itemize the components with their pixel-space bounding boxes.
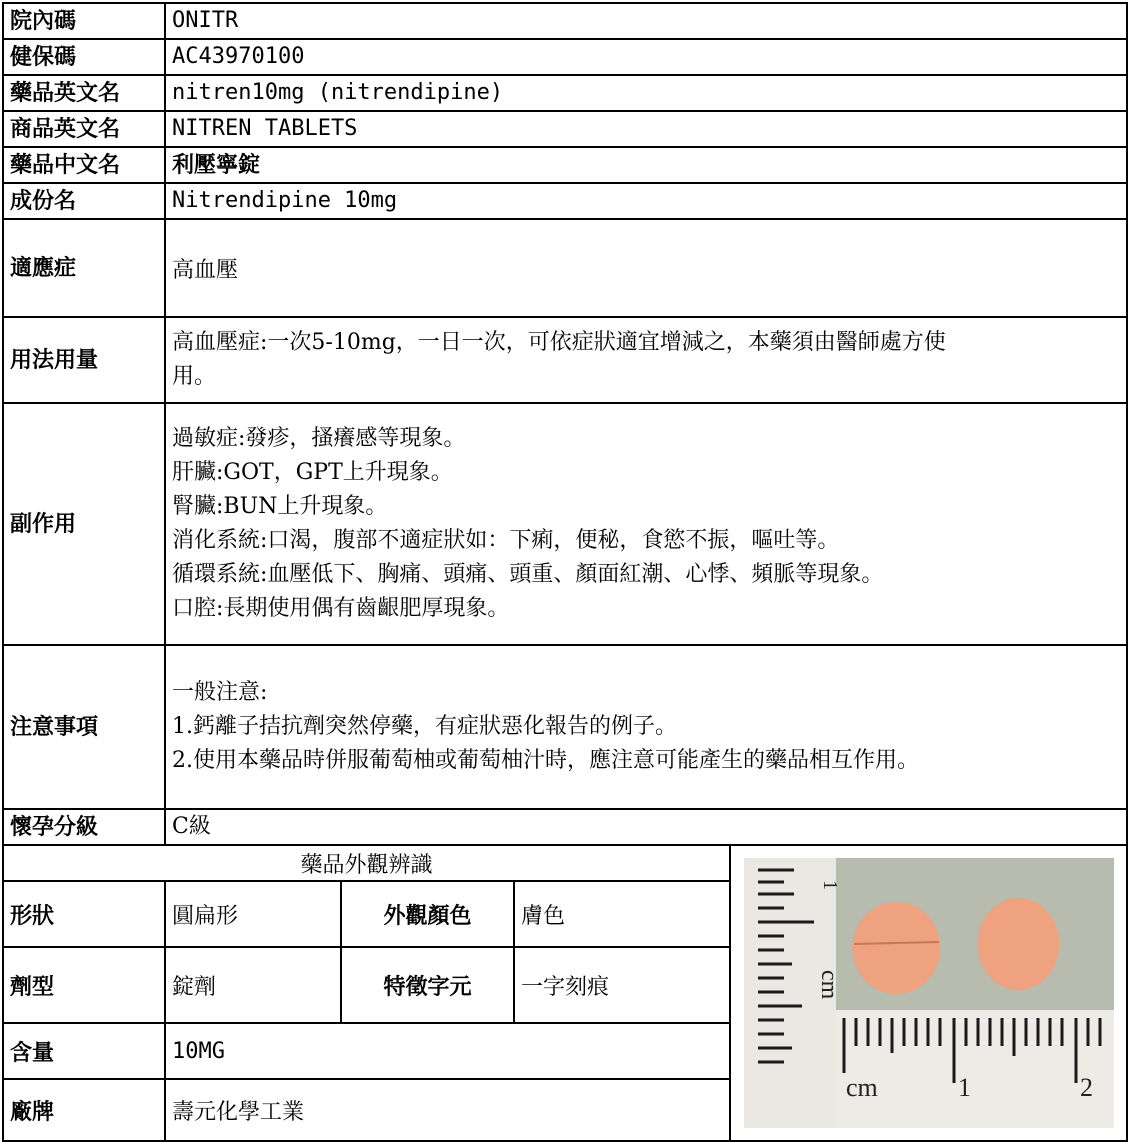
ruler-mark-1: 1 — [957, 1073, 971, 1102]
label-english-name: 藥品英文名 — [3, 75, 165, 111]
label-strength: 含量 — [3, 1023, 165, 1079]
value-maker: 壽元化學工業 — [165, 1079, 730, 1141]
label-shape: 形狀 — [3, 881, 165, 947]
value-english-name: nitren10mg (nitrendipine) — [165, 75, 1127, 111]
row-ingredient — [3, 183, 1127, 219]
ruler-top-label: 1 — [818, 880, 841, 890]
drug-info-sheet — [2, 2, 1126, 1138]
label-nhi-code: 健保碼 — [3, 39, 165, 75]
label-chinese-name: 藥品中文名 — [3, 147, 165, 183]
side-effect-line: 腎臟:BUN上升現象。 — [172, 494, 388, 519]
appearance-title: 藥品外觀辨識 — [3, 845, 730, 881]
label-pregnancy: 懷孕分級 — [3, 809, 165, 845]
label-indication: 適應症 — [3, 219, 165, 317]
side-effect-line: 循環系統:血壓低下、胸痛、頭痛、頭重、顏面紅潮、心悸、頻脈等現象。 — [172, 562, 884, 587]
label-maker: 廠牌 — [3, 1079, 165, 1141]
value-hospital-code: ONITR — [165, 3, 1127, 39]
value-side-effects — [165, 403, 1127, 645]
dosage-line-2: 用。 — [172, 364, 217, 389]
row-brand-english-name — [3, 111, 1127, 147]
ruler-horizontal — [836, 1010, 1114, 1128]
label-brand-english-name: 商品英文名 — [3, 111, 165, 147]
appearance-table — [2, 844, 1128, 1142]
row-dosage — [3, 317, 1127, 403]
row-nhi-code — [3, 39, 1127, 75]
label-dosage: 用法用量 — [3, 317, 165, 403]
label-side-effects: 副作用 — [3, 403, 165, 645]
drug-info-table — [2, 2, 1128, 846]
row-hospital-code — [3, 3, 1127, 39]
value-nhi-code: AC43970100 — [165, 39, 1127, 75]
dosage-line-1: 高血壓症:一次5-10mg，一日一次，可依症狀適宜增減之，本藥須由醫師處方使 — [172, 330, 946, 355]
ruler-horizontal-cm-label: cm — [845, 1073, 878, 1102]
value-pregnancy: C級 — [165, 809, 1127, 845]
row-side-effects — [3, 403, 1127, 645]
row-english-name — [3, 75, 1127, 111]
precaution-line: 一般注意: — [172, 680, 268, 705]
value-dosage — [165, 317, 1127, 403]
value-brand-english-name: NITREN TABLETS — [165, 111, 1127, 147]
side-effect-line: 肝臟:GOT，GPT上升現象。 — [172, 460, 453, 485]
row-chinese-name — [3, 147, 1127, 183]
pill-photo — [744, 858, 1114, 1128]
label-precautions: 注意事項 — [3, 645, 165, 809]
pill-plain — [977, 898, 1059, 990]
ruler-mark-2: 2 — [1079, 1073, 1093, 1102]
value-form: 錠劑 — [165, 947, 341, 1023]
value-ingredient: Nitrendipine 10mg — [165, 183, 1127, 219]
side-effect-line: 口腔:長期使用偶有齒齦肥厚現象。 — [172, 596, 510, 621]
pill-photo-cell — [730, 845, 1127, 1141]
appearance-title-row — [3, 845, 1127, 881]
ruler-vertical-cm-label: cm — [815, 970, 842, 1000]
label-marking: 特徵字元 — [341, 947, 514, 1023]
side-effect-line: 消化系統:口渴，腹部不適症狀如：下痢，便秘，食慾不振，嘔吐等。 — [172, 528, 840, 553]
value-precautions — [165, 645, 1127, 809]
label-ingredient: 成份名 — [3, 183, 165, 219]
precaution-line: 2.使用本藥品時併服葡萄柚或葡萄柚汁時，應注意可能產生的藥品相互作用。 — [172, 748, 919, 773]
value-color: 膚色 — [514, 881, 730, 947]
label-color: 外觀顏色 — [341, 881, 514, 947]
row-pregnancy — [3, 809, 1127, 845]
side-effect-line: 過敏症:發疹，搔癢感等現象。 — [172, 426, 466, 451]
value-shape: 圓扁形 — [165, 881, 341, 947]
row-indication — [3, 219, 1127, 317]
pill-scored — [852, 902, 940, 994]
value-chinese-name: 利壓寧錠 — [165, 147, 1127, 183]
row-precautions — [3, 645, 1127, 809]
value-marking: 一字刻痕 — [514, 947, 730, 1023]
precaution-line: 1.鈣離子拮抗劑突然停藥，有症狀惡化報告的例子。 — [172, 714, 677, 739]
label-form: 劑型 — [3, 947, 165, 1023]
value-indication: 高血壓 — [165, 219, 1127, 317]
value-strength: 10MG — [165, 1023, 730, 1079]
label-hospital-code: 院內碼 — [3, 3, 165, 39]
